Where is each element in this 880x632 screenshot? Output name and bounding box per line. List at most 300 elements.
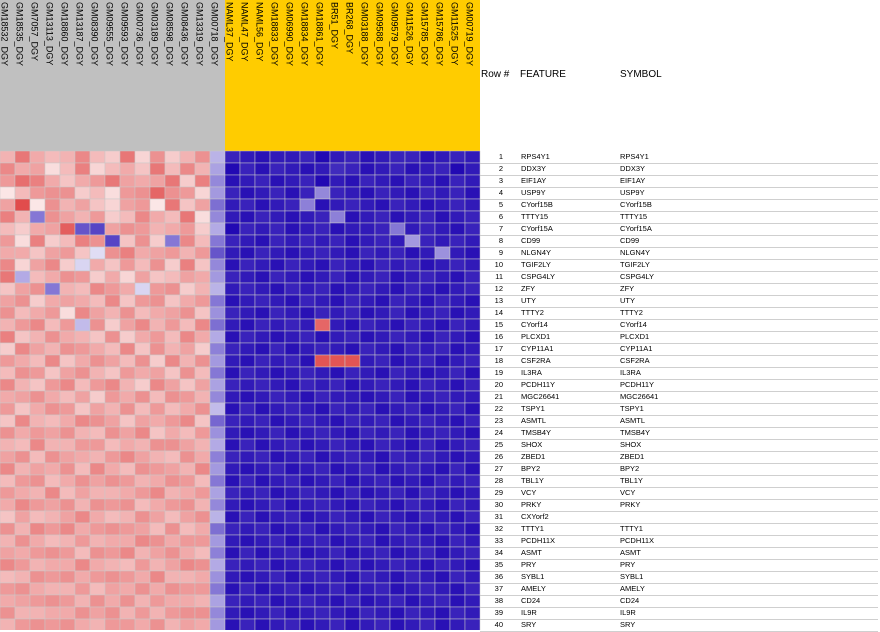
heatmap-cell bbox=[30, 295, 45, 307]
heatmap-cell bbox=[180, 319, 195, 331]
heatmap-cell bbox=[210, 463, 225, 475]
heatmap-cell bbox=[150, 379, 165, 391]
heatmap-cell bbox=[420, 415, 435, 427]
heatmap-cell bbox=[225, 223, 240, 235]
heatmap-cell bbox=[345, 571, 360, 583]
heatmap-cell bbox=[30, 451, 45, 463]
heatmap-cell bbox=[90, 595, 105, 607]
heatmap-cell bbox=[0, 175, 15, 187]
heatmap-cell bbox=[45, 235, 60, 247]
heatmap-cell bbox=[300, 283, 315, 295]
heatmap-cell bbox=[405, 355, 420, 367]
heatmap-cell bbox=[465, 295, 480, 307]
heatmap-cell bbox=[75, 535, 90, 547]
heatmap-cell bbox=[285, 571, 300, 583]
heatmap-cell bbox=[300, 379, 315, 391]
heatmap-cell bbox=[360, 163, 375, 175]
heatmap-cell bbox=[450, 415, 465, 427]
heatmap-cell bbox=[330, 199, 345, 211]
heatmap-cell bbox=[135, 451, 150, 463]
heatmap-cell bbox=[165, 259, 180, 271]
heatmap-cell bbox=[375, 595, 390, 607]
heatmap-cell bbox=[60, 403, 75, 415]
heatmap-cell bbox=[315, 595, 330, 607]
column-label: GM15785_DGY bbox=[419, 2, 430, 67]
heatmap-cell bbox=[300, 451, 315, 463]
heatmap-cell bbox=[15, 343, 30, 355]
heatmap-cell bbox=[375, 559, 390, 571]
heatmap-cell bbox=[45, 475, 60, 487]
heatmap-cell bbox=[90, 271, 105, 283]
feature-name: ASMT bbox=[521, 548, 542, 557]
heatmap-cell bbox=[150, 295, 165, 307]
heatmap-cell bbox=[30, 379, 45, 391]
heatmap-cell bbox=[345, 451, 360, 463]
heatmap-cell bbox=[315, 187, 330, 199]
heatmap-cell bbox=[330, 223, 345, 235]
heatmap-cell bbox=[390, 463, 405, 475]
heatmap-cell bbox=[450, 163, 465, 175]
heatmap-cell bbox=[240, 331, 255, 343]
heatmap-cell bbox=[465, 547, 480, 559]
heatmap-cell bbox=[345, 343, 360, 355]
heatmap-cell bbox=[300, 607, 315, 619]
heatmap-cell bbox=[105, 259, 120, 271]
heatmap-cell bbox=[330, 595, 345, 607]
column-label: GM11526_DGY bbox=[404, 2, 415, 66]
heatmap-cell bbox=[285, 187, 300, 199]
heatmap-cell bbox=[390, 247, 405, 259]
heatmap-cell bbox=[300, 199, 315, 211]
heatmap-cell bbox=[150, 547, 165, 559]
heatmap-cell bbox=[45, 295, 60, 307]
symbol-name: PLCXD1 bbox=[620, 332, 650, 341]
heatmap-cell bbox=[180, 619, 195, 630]
heatmap-cell bbox=[30, 175, 45, 187]
heatmap-cell bbox=[105, 187, 120, 199]
heatmap-cell bbox=[30, 235, 45, 247]
heatmap-cell bbox=[435, 379, 450, 391]
heatmap-cell bbox=[315, 319, 330, 331]
heatmap-cell bbox=[90, 235, 105, 247]
heatmap-cell bbox=[300, 223, 315, 235]
heatmap-cell bbox=[330, 307, 345, 319]
row-number: 28 bbox=[494, 476, 503, 485]
heatmap-cell bbox=[195, 163, 210, 175]
heatmap-cell bbox=[180, 283, 195, 295]
heatmap-cell bbox=[390, 259, 405, 271]
heatmap-cell bbox=[195, 475, 210, 487]
heatmap-cell bbox=[315, 379, 330, 391]
heatmap-cell bbox=[45, 271, 60, 283]
heatmap-cell bbox=[120, 319, 135, 331]
heatmap-cell bbox=[165, 451, 180, 463]
heatmap-cell bbox=[420, 535, 435, 547]
heatmap-cell bbox=[90, 283, 105, 295]
heatmap-cell bbox=[75, 475, 90, 487]
symbol-name: ZBED1 bbox=[620, 452, 645, 461]
heatmap-cell bbox=[255, 259, 270, 271]
heatmap-cell bbox=[420, 211, 435, 223]
heatmap-cell bbox=[180, 499, 195, 511]
heatmap-cell bbox=[105, 535, 120, 547]
heatmap-cell bbox=[300, 523, 315, 535]
heatmap-cell bbox=[165, 151, 180, 163]
heatmap-cell bbox=[45, 571, 60, 583]
heatmap-cell bbox=[15, 271, 30, 283]
heatmap-cell bbox=[135, 319, 150, 331]
heatmap-cell bbox=[0, 151, 15, 163]
heatmap-cell bbox=[150, 439, 165, 451]
heatmap-cell bbox=[135, 463, 150, 475]
row-number: 20 bbox=[494, 380, 503, 389]
heatmap-cell bbox=[375, 379, 390, 391]
heatmap-cell bbox=[225, 235, 240, 247]
heatmap-cell bbox=[360, 559, 375, 571]
heatmap-cell bbox=[150, 247, 165, 259]
heatmap-cell bbox=[390, 583, 405, 595]
heatmap-cell bbox=[420, 607, 435, 619]
heatmap-cell bbox=[255, 187, 270, 199]
symbol-name: RPS4Y1 bbox=[620, 152, 649, 161]
heatmap-cell bbox=[15, 235, 30, 247]
heatmap-cell bbox=[75, 355, 90, 367]
heatmap-cell bbox=[225, 571, 240, 583]
heatmap-cell bbox=[105, 379, 120, 391]
column-label: GM09593_DGY bbox=[119, 2, 130, 67]
heatmap-cell bbox=[420, 367, 435, 379]
heatmap-cell bbox=[195, 427, 210, 439]
symbol-name: ASMT bbox=[620, 548, 641, 557]
heatmap-cell bbox=[345, 295, 360, 307]
heatmap-cell bbox=[315, 511, 330, 523]
heatmap-cell bbox=[15, 175, 30, 187]
heatmap-cell bbox=[225, 355, 240, 367]
heatmap-cell bbox=[450, 379, 465, 391]
heatmap-cell bbox=[135, 607, 150, 619]
heatmap-cell bbox=[450, 595, 465, 607]
heatmap-cell bbox=[360, 259, 375, 271]
row-number: 24 bbox=[494, 428, 503, 437]
heatmap-cell bbox=[360, 367, 375, 379]
heatmap-cell bbox=[465, 415, 480, 427]
heatmap-cell bbox=[360, 379, 375, 391]
heatmap-cell bbox=[120, 391, 135, 403]
heatmap-cell bbox=[375, 199, 390, 211]
heatmap-cell bbox=[420, 583, 435, 595]
heatmap-cell bbox=[405, 403, 420, 415]
heatmap-cell bbox=[90, 223, 105, 235]
heatmap-cell bbox=[75, 235, 90, 247]
heatmap-cell bbox=[375, 415, 390, 427]
heatmap-cell bbox=[150, 607, 165, 619]
column-label: GM15786_DGY bbox=[434, 2, 445, 67]
heatmap-cell bbox=[255, 367, 270, 379]
heatmap-cell bbox=[300, 319, 315, 331]
heatmap-cell bbox=[315, 163, 330, 175]
heatmap-cell bbox=[30, 259, 45, 271]
heatmap-cell bbox=[150, 499, 165, 511]
feature-name: SHOX bbox=[521, 440, 543, 449]
heatmap-cell bbox=[375, 487, 390, 499]
heatmap-cell bbox=[315, 535, 330, 547]
symbol-name: TMSB4Y bbox=[620, 428, 651, 437]
heatmap-cell bbox=[300, 331, 315, 343]
heatmap-cell bbox=[270, 235, 285, 247]
heatmap-cell bbox=[75, 163, 90, 175]
heatmap-cell bbox=[345, 559, 360, 571]
heatmap-cell bbox=[330, 175, 345, 187]
heatmap-cell bbox=[420, 475, 435, 487]
heatmap-cell bbox=[225, 547, 240, 559]
heatmap-cell bbox=[135, 391, 150, 403]
heatmap-cell bbox=[330, 283, 345, 295]
heatmap-cell bbox=[150, 319, 165, 331]
heatmap-cell bbox=[390, 379, 405, 391]
heatmap-cell bbox=[420, 439, 435, 451]
row-number: 14 bbox=[494, 308, 503, 317]
heatmap-cell bbox=[210, 547, 225, 559]
heatmap-cell bbox=[120, 439, 135, 451]
heatmap-cell bbox=[90, 499, 105, 511]
heatmap-cell bbox=[255, 499, 270, 511]
heatmap-cell bbox=[0, 439, 15, 451]
heatmap-cell bbox=[45, 619, 60, 630]
heatmap-cell bbox=[300, 355, 315, 367]
heatmap-cell bbox=[255, 547, 270, 559]
heatmap-cell bbox=[450, 535, 465, 547]
heatmap-cell bbox=[195, 307, 210, 319]
heatmap-cell bbox=[450, 331, 465, 343]
heatmap-cell bbox=[450, 247, 465, 259]
heatmap-cell bbox=[375, 307, 390, 319]
heatmap-cell bbox=[195, 271, 210, 283]
heatmap-cell bbox=[195, 187, 210, 199]
heatmap-cell bbox=[105, 235, 120, 247]
heatmap-cell bbox=[465, 559, 480, 571]
heatmap-cell bbox=[420, 295, 435, 307]
heatmap-cell bbox=[225, 211, 240, 223]
heatmap-cell bbox=[210, 199, 225, 211]
heatmap-cell bbox=[120, 163, 135, 175]
heatmap-cell bbox=[330, 331, 345, 343]
heatmap-cell bbox=[45, 559, 60, 571]
heatmap-cell bbox=[255, 607, 270, 619]
heatmap-cell bbox=[15, 487, 30, 499]
heatmap-cell bbox=[0, 487, 15, 499]
header-row-number: Row # bbox=[481, 69, 510, 80]
heatmap-cell bbox=[225, 319, 240, 331]
heatmap-cell bbox=[285, 379, 300, 391]
heatmap-cell bbox=[135, 427, 150, 439]
heatmap-cell bbox=[195, 367, 210, 379]
symbol-name: CSF2RA bbox=[620, 356, 650, 365]
heatmap-cell bbox=[330, 571, 345, 583]
heatmap-cell bbox=[345, 595, 360, 607]
heatmap-cell bbox=[405, 535, 420, 547]
heatmap-cell bbox=[45, 199, 60, 211]
heatmap-cell bbox=[255, 319, 270, 331]
heatmap-cell bbox=[420, 175, 435, 187]
heatmap-cell bbox=[270, 223, 285, 235]
heatmap-cell bbox=[345, 511, 360, 523]
heatmap-cell bbox=[360, 571, 375, 583]
heatmap-cell bbox=[15, 211, 30, 223]
symbol-name: PRKY bbox=[620, 500, 641, 509]
heatmap-cell bbox=[45, 331, 60, 343]
heatmap-cell bbox=[15, 511, 30, 523]
heatmap-cell bbox=[150, 259, 165, 271]
heatmap-cell bbox=[240, 487, 255, 499]
heatmap-cell bbox=[90, 583, 105, 595]
heatmap-cell bbox=[345, 547, 360, 559]
heatmap-cell bbox=[165, 319, 180, 331]
heatmap-cell bbox=[45, 427, 60, 439]
heatmap-cell bbox=[465, 427, 480, 439]
heatmap-cell bbox=[210, 451, 225, 463]
symbol-name: TTTY2 bbox=[620, 308, 643, 317]
heatmap-cell bbox=[165, 559, 180, 571]
heatmap-cell bbox=[330, 523, 345, 535]
heatmap-cell bbox=[195, 283, 210, 295]
heatmap-cell bbox=[240, 175, 255, 187]
heatmap-cell bbox=[375, 535, 390, 547]
heatmap-cell bbox=[105, 499, 120, 511]
heatmap-cell bbox=[270, 187, 285, 199]
heatmap-cell bbox=[30, 343, 45, 355]
heatmap-cell bbox=[180, 427, 195, 439]
heatmap-cell bbox=[450, 151, 465, 163]
heatmap-cell bbox=[45, 307, 60, 319]
heatmap-cell bbox=[285, 415, 300, 427]
heatmap-cell bbox=[285, 403, 300, 415]
heatmap-cell bbox=[60, 571, 75, 583]
heatmap-cell bbox=[300, 343, 315, 355]
heatmap-cell bbox=[105, 439, 120, 451]
heatmap-cell bbox=[375, 295, 390, 307]
heatmap-cell bbox=[0, 163, 15, 175]
heatmap-cell bbox=[345, 163, 360, 175]
heatmap-cell bbox=[300, 259, 315, 271]
heatmap-cell bbox=[390, 175, 405, 187]
heatmap-cell bbox=[180, 247, 195, 259]
heatmap-cell bbox=[165, 247, 180, 259]
heatmap-cell bbox=[330, 343, 345, 355]
heatmap-cell bbox=[30, 595, 45, 607]
heatmap-cell bbox=[240, 607, 255, 619]
heatmap-cell bbox=[195, 331, 210, 343]
heatmap-cell bbox=[30, 427, 45, 439]
heatmap-cell bbox=[315, 271, 330, 283]
heatmap-cell bbox=[360, 463, 375, 475]
heatmap-cell bbox=[30, 487, 45, 499]
heatmap-cell bbox=[105, 319, 120, 331]
symbol-name: CD99 bbox=[620, 236, 640, 245]
heatmap-cell bbox=[120, 199, 135, 211]
heatmap-cell bbox=[240, 499, 255, 511]
heatmap-cell bbox=[225, 163, 240, 175]
heatmap-cell bbox=[165, 187, 180, 199]
heatmap-cell bbox=[240, 307, 255, 319]
heatmap-cell bbox=[0, 547, 15, 559]
heatmap-cell bbox=[315, 223, 330, 235]
feature-name: CD99 bbox=[521, 236, 541, 245]
heatmap-cell bbox=[285, 547, 300, 559]
heatmap-cell bbox=[210, 211, 225, 223]
heatmap-cell bbox=[330, 463, 345, 475]
heatmap-cell bbox=[450, 463, 465, 475]
heatmap-cell bbox=[345, 391, 360, 403]
column-label: GM09579_DGY bbox=[389, 2, 400, 67]
heatmap-cell bbox=[240, 187, 255, 199]
heatmap-cell bbox=[165, 547, 180, 559]
heatmap-cell bbox=[210, 571, 225, 583]
heatmap-cell bbox=[15, 295, 30, 307]
heatmap-cell bbox=[90, 259, 105, 271]
row-number: 29 bbox=[494, 488, 503, 497]
heatmap-cell bbox=[405, 559, 420, 571]
heatmap-cell bbox=[15, 523, 30, 535]
heatmap-cell bbox=[255, 487, 270, 499]
heatmap-cell bbox=[360, 355, 375, 367]
row-number: 19 bbox=[494, 368, 503, 377]
heatmap-cell bbox=[15, 319, 30, 331]
heatmap-cell bbox=[240, 223, 255, 235]
symbol-name: TTTY1 bbox=[620, 524, 643, 533]
feature-name: USP9Y bbox=[521, 188, 546, 197]
heatmap-cell bbox=[45, 283, 60, 295]
heatmap-cell bbox=[345, 523, 360, 535]
heatmap-cell bbox=[105, 283, 120, 295]
row-number: 26 bbox=[494, 452, 503, 461]
heatmap-cell bbox=[30, 331, 45, 343]
heatmap-cell bbox=[300, 595, 315, 607]
heatmap-cell bbox=[405, 319, 420, 331]
heatmap-cell bbox=[210, 163, 225, 175]
heatmap-cell bbox=[405, 271, 420, 283]
feature-name: CYP11A1 bbox=[521, 344, 554, 353]
heatmap-cell bbox=[285, 199, 300, 211]
heatmap-cell bbox=[240, 271, 255, 283]
heatmap-cell bbox=[60, 391, 75, 403]
heatmap-cell bbox=[165, 535, 180, 547]
heatmap-cell bbox=[375, 211, 390, 223]
heatmap-cell bbox=[345, 475, 360, 487]
heatmap-cell bbox=[405, 163, 420, 175]
heatmap-cell bbox=[465, 187, 480, 199]
heatmap-cell bbox=[90, 523, 105, 535]
heatmap-cell bbox=[420, 223, 435, 235]
heatmap-cell bbox=[420, 331, 435, 343]
heatmap-cell bbox=[180, 535, 195, 547]
heatmap-cell bbox=[255, 355, 270, 367]
heatmap-cell bbox=[210, 439, 225, 451]
row-number: 37 bbox=[494, 584, 503, 593]
heatmap-cell bbox=[270, 463, 285, 475]
heatmap-cell bbox=[390, 499, 405, 511]
heatmap-cell bbox=[390, 607, 405, 619]
heatmap-cell bbox=[390, 367, 405, 379]
heatmap-cell bbox=[195, 571, 210, 583]
heatmap-cell bbox=[30, 151, 45, 163]
heatmap-cell bbox=[90, 151, 105, 163]
heatmap-cell bbox=[165, 283, 180, 295]
heatmap-cell bbox=[315, 211, 330, 223]
heatmap-cell bbox=[330, 259, 345, 271]
heatmap-cell bbox=[75, 559, 90, 571]
heatmap-cell bbox=[300, 583, 315, 595]
heatmap-cell bbox=[60, 355, 75, 367]
